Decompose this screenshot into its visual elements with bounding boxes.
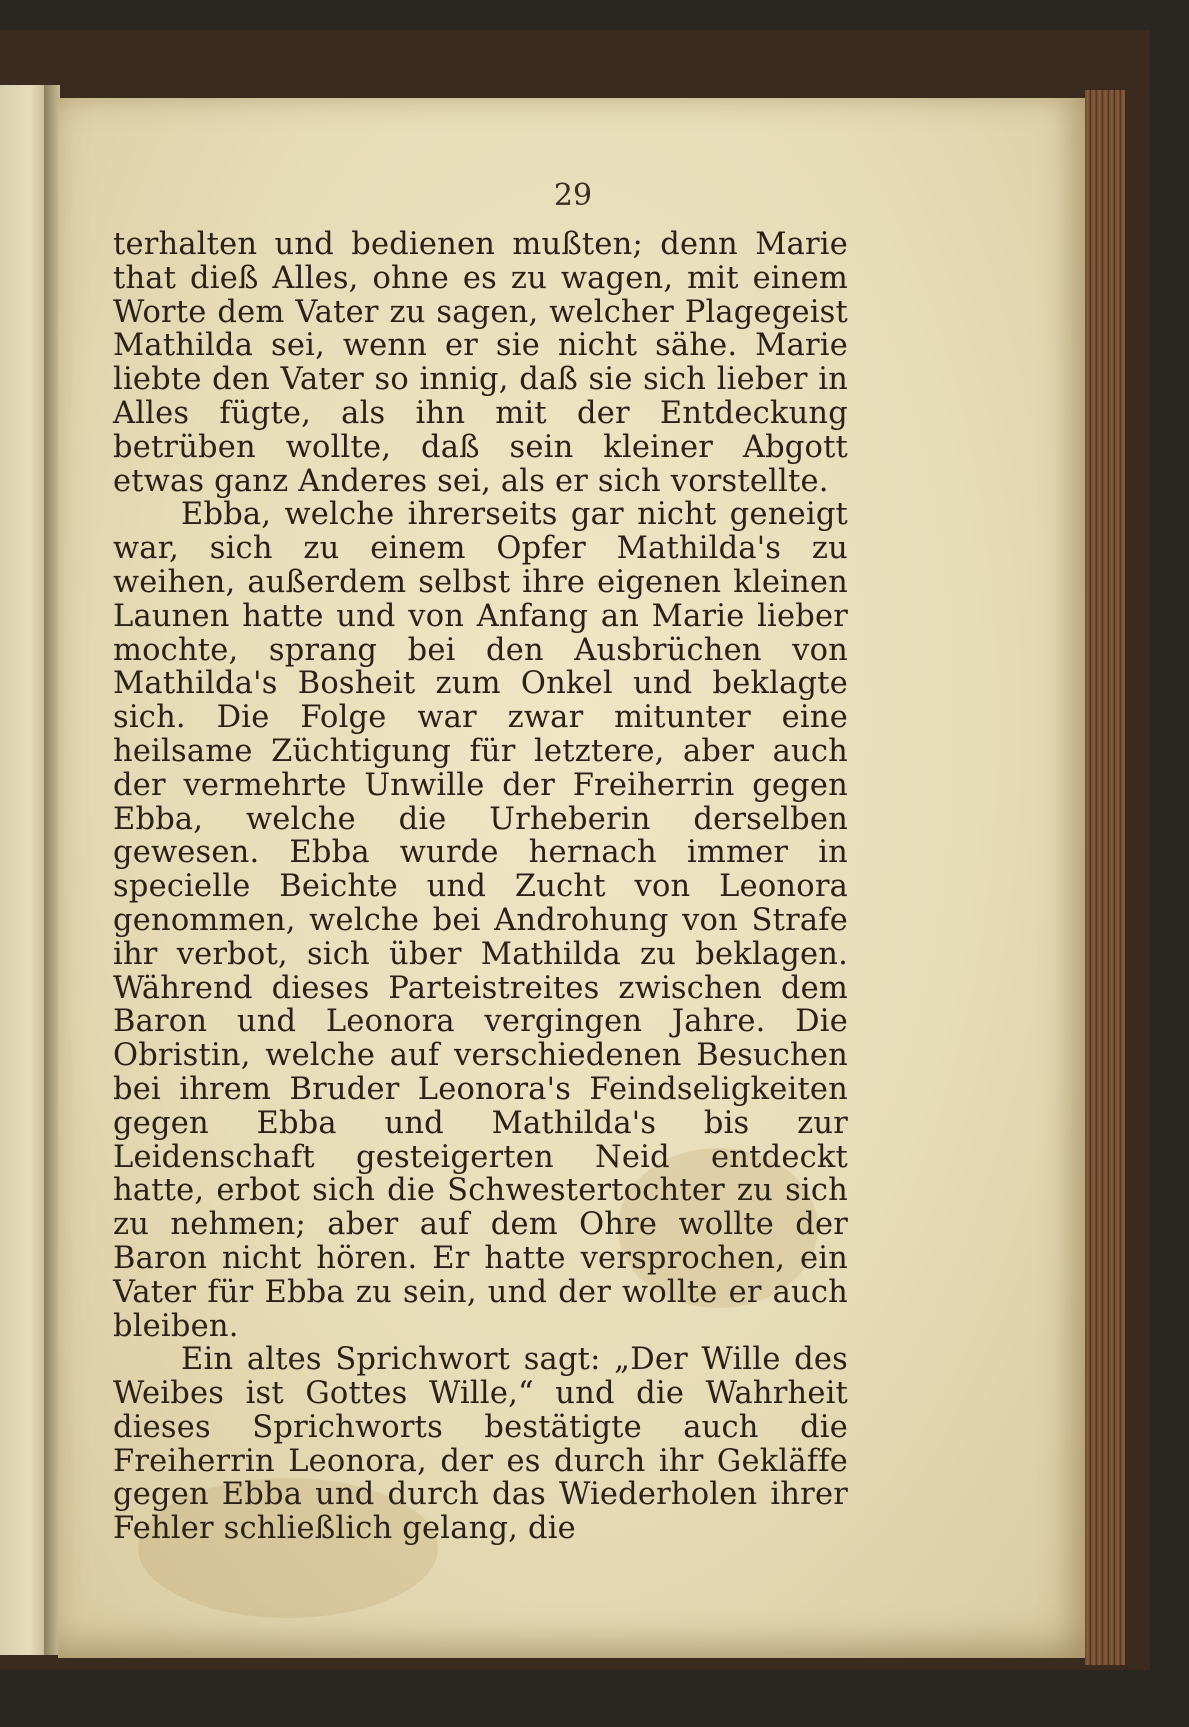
paragraph: terhalten und bedienen mußten; denn Marie that dieß Alles, ohne es zu wagen, mit einem Worte dem Vater zu sagen, welcher Plagegeist Mathilda sei, wenn er sie nicht sähe. Marie liebte den Vater so innig, daß sie sich lieber in Alles fügte, als ihn mit der Entdeckung betrüben wollte, daß sein kleiner Abgott etwas ganz Anderes sei, als er sich vorstellte. — [113, 227, 848, 499]
page-text — [113, 228, 848, 1546]
paragraph: Ebba, welche ihrerseits gar nicht geneigt war, sich zu einem Opfer Mathilda's zu weihen, außerdem selbst ihre eigenen kleinen Launen hatte und von Anfang an Marie lieber mochte, sprang bei den Ausbrüchen von Mathilda's Bosheit zum Onkel und beklagte sich. Die Folge war zwar mitunter eine heilsame Züchtigung für letztere, aber auch der vermehrte Unwille der Freiherrin gegen Ebba, welche die Urheberin derselben gewesen. Ebba wurde hernach immer in specielle Beichte und Zucht von Leonora genommen, welche bei Androhung von Strafe ihr verbot, sich über Mathilda zu beklagen. Während dieses Parteistreites zwischen dem Baron und Leonora vergingen Jahre. Die Obristin, welche auf verschiedenen Besuchen bei ihrem Bruder Leonora's Feindseligkeiten gegen Ebba und Mathilda's bis zur Leidenschaft gesteigerten Neid entdeckt hatte, erbot sich die Schwestertochter zu sich zu nehmen; aber auf dem Ohre wollte der Baron nicht hören. Er hatte versprochen, ein Vater für Ebba zu sein, und der wollte er auch bleiben. — [113, 497, 848, 1344]
left-page-edge — [0, 85, 50, 1655]
page-number: 29 — [553, 178, 593, 213]
paragraph: Ein altes Sprichwort sagt: „Der Wille des Weibes ist Gottes Wille,“ und die Wahrheit dieses Sprichworts bestätigte auch die Freiherrin Leonora, der es durch ihr Gekläffe gegen Ebba und durch das Wiederholen ihrer Fehler schließlich gelang, die — [113, 1342, 848, 1547]
book-spread — [0, 30, 1150, 1670]
book-page — [58, 98, 1088, 1658]
page-fore-edge — [1085, 90, 1125, 1665]
